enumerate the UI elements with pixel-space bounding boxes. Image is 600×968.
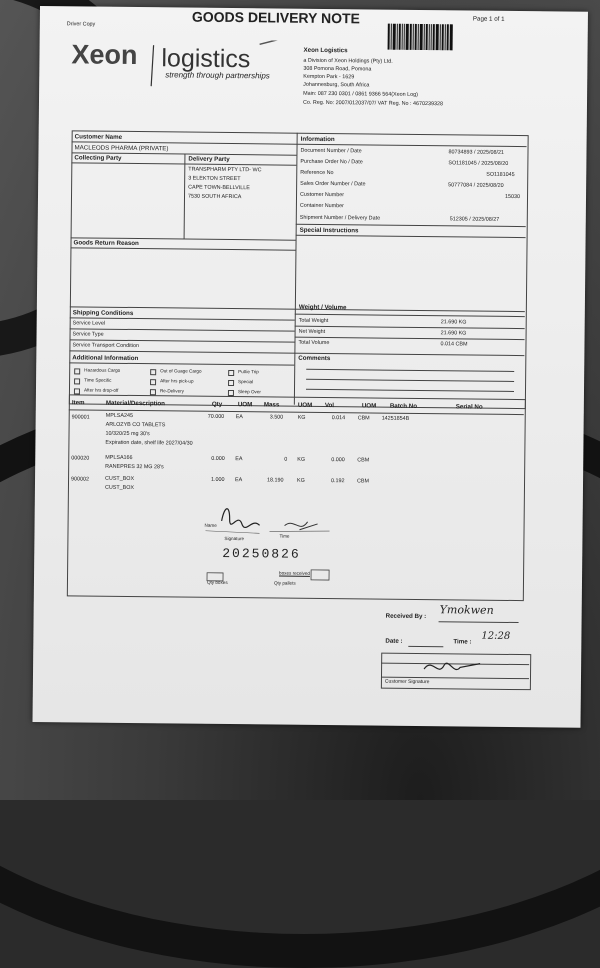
info-value: SO1181045 / 2025/08/20 <box>448 160 509 167</box>
item-batch: 14251854B <box>381 415 410 422</box>
time-value: 12:28 <box>481 630 511 642</box>
info-label: Sales Order Number / Date <box>300 180 366 188</box>
weight-volume-header: Weight / Volume <box>298 303 347 312</box>
delivery-party-line: 3 ELEKTON STREET <box>188 175 241 183</box>
stamp-qty-pallets-label: Qty pallets <box>273 580 296 586</box>
additional-info-header: Additional Information <box>72 354 139 363</box>
col-header-serial: Serial No <box>455 403 483 411</box>
item-description: ARLOZYB CO TABLETS <box>105 421 166 429</box>
info-label: Document Number / Date <box>300 147 362 155</box>
item-number: 900001 <box>71 414 90 421</box>
col-header-uom: UOM <box>237 401 253 409</box>
item-qty: 0.000 <box>211 455 225 462</box>
company-line: Kempton Park - 1629 <box>303 73 355 81</box>
company-name: Xeon Logistics <box>303 46 348 55</box>
item-description: Expiration date, shelf life 2027/04/30 <box>105 439 193 447</box>
item-description: RANEPRES 32 MG 28's <box>105 463 164 471</box>
received-by-label: Received By : <box>385 612 427 621</box>
info-label: Purchase Order No / Date <box>300 158 363 166</box>
document-title: GOODS DELIVERY NOTE <box>191 8 361 27</box>
information-header: Information <box>300 135 335 144</box>
weight-value: 0.014 CBM <box>440 341 468 348</box>
comments-header: Comments <box>298 354 331 363</box>
time-label: Time : <box>453 638 472 646</box>
item-mass: 18.190 <box>267 477 284 484</box>
additional-label: Re-Delivery <box>159 388 185 394</box>
item-description: 10/320/25 mg 30's <box>105 430 150 438</box>
item-qty: 1.000 <box>211 476 225 483</box>
weight-label: Total Volume <box>298 339 330 347</box>
puttie-trip-checkbox[interactable] <box>228 370 234 376</box>
svg-text:Xeon: Xeon <box>71 39 138 71</box>
customer-name-value: MACLEODS PHARMA (PRIVATE) <box>74 144 169 153</box>
info-value: 80734893 / 2025/08/21 <box>448 149 504 156</box>
info-value: 15030 <box>504 193 521 201</box>
item-vol-uom: CBM <box>357 478 370 485</box>
weight-value: 21.690 KG <box>440 319 467 326</box>
additional-label: Out of Guage Cargo <box>160 368 202 374</box>
item-vol: 0.000 <box>331 457 345 464</box>
stamp-date: 20250826 <box>222 545 301 562</box>
item-uom: EA <box>235 477 243 484</box>
page-number: Page 1 of 1 <box>472 15 505 23</box>
additional-label: After hrs pick-up <box>160 378 194 384</box>
after-hrs-pickup-checkbox[interactable] <box>150 379 156 385</box>
item-uom: EA <box>235 414 243 421</box>
copy-label: Driver Copy <box>66 21 96 28</box>
collecting-party-header: Collecting Party <box>74 154 122 162</box>
company-logo <box>69 38 300 90</box>
barcode <box>388 24 472 51</box>
shipping-row: Service Type <box>72 331 104 338</box>
logo-graphic <box>69 38 300 90</box>
shipping-conditions-header: Shipping Conditions <box>72 309 134 317</box>
delivery-party-line: 7530 SOUTH AFRICA <box>187 193 242 201</box>
weight-value: 21.690 KG <box>440 330 467 337</box>
company-line: Johannesburg, South Africa <box>303 81 370 89</box>
customer-signature-label: Customer Signature <box>384 678 430 686</box>
item-number: 000020 <box>71 455 90 462</box>
shipping-row: Service Transport Condition <box>72 342 140 350</box>
received-by-value: Ymokwen <box>439 603 494 617</box>
signature-scribble <box>418 655 498 682</box>
additional-label: Sleep Over <box>237 389 261 395</box>
delivery-party-line: CAPE TOWN-BELLVILLE <box>188 184 250 192</box>
special-checkbox[interactable] <box>228 380 234 386</box>
additional-label: Time Specific <box>84 377 112 383</box>
info-value: 512305 / 2025/08/27 <box>449 216 500 223</box>
stamp-signature-label: Signature <box>224 535 245 542</box>
delivery-note-sheet <box>33 6 588 728</box>
hazardous-cargo-checkbox[interactable] <box>74 368 80 374</box>
item-mass: 3.500 <box>269 414 284 421</box>
customer-signature-graphic <box>418 655 498 682</box>
company-line: 308 Pomona Road, Pomona <box>303 65 372 73</box>
info-label: Shipment Number / Delivery Date <box>299 214 381 222</box>
company-line: Main: 087 230 0301 / 0861 9366 564(Xeon Log) <box>303 90 418 98</box>
info-value: 50777084 / 2025/08/20 <box>448 182 504 189</box>
item-material: CUST_BOX <box>105 475 135 483</box>
item-vol: 0.192 <box>331 478 345 485</box>
info-label: Customer Number <box>300 191 345 199</box>
item-vol-uom: CBM <box>357 457 370 464</box>
out-of-gauge-checkbox[interactable] <box>150 369 156 375</box>
additional-label: After hrs drop-off <box>83 387 119 393</box>
delivery-party-header: Delivery Party <box>188 155 230 163</box>
item-vol-uom: CBM <box>357 415 370 422</box>
additional-label: Puttie Trip <box>238 369 259 375</box>
item-number: 900002 <box>71 476 90 483</box>
col-header-mass: Mass <box>263 401 280 409</box>
col-header-uom: UOM <box>297 401 313 409</box>
item-mass-uom: KG <box>297 414 306 421</box>
stamp-time-label: Time <box>279 533 290 539</box>
time-specific-checkbox[interactable] <box>74 378 80 384</box>
item-description: CUST_BOX <box>104 484 135 492</box>
item-material: MPLSA166 <box>105 454 133 461</box>
col-header-material: Material/Description <box>105 399 166 408</box>
col-header-vol: Vol <box>324 402 335 410</box>
weight-label: Total Weight <box>298 317 329 325</box>
special-instructions-header: Special Instructions <box>299 226 359 235</box>
additional-label: Hazardous Cargo <box>84 367 121 373</box>
col-header-uom: UOM <box>361 402 377 410</box>
col-header-item: Item <box>71 399 85 407</box>
item-vol: 0.014 <box>331 415 346 422</box>
col-header-qty: Qty <box>211 400 223 408</box>
stamp-qty-boxes-label: Qty boxes <box>206 579 228 585</box>
company-line: a Division of Xeon Holdings (Pty) Ltd. <box>303 57 393 65</box>
date-label: Date : <box>385 637 403 645</box>
item-material: MPLSA245 <box>105 412 134 419</box>
goods-return-header: Goods Return Reason <box>73 239 139 248</box>
info-label: Reference No <box>300 169 334 177</box>
info-value: SO1181045 <box>486 171 515 178</box>
item-qty: 70.000 <box>207 413 225 420</box>
customer-name-header: Customer Name <box>74 133 123 141</box>
item-mass-uom: KG <box>297 456 306 463</box>
company-line: Co. Reg. No: 2007/012037/07/ VAT Reg. No : 4670239328 <box>302 99 443 108</box>
weight-label: Net Weight <box>298 328 326 336</box>
additional-label: Special <box>238 379 254 385</box>
form-frame <box>69 130 529 409</box>
info-label: Container Number <box>299 202 344 210</box>
item-mass-uom: KG <box>297 477 305 484</box>
svg-text:logistics: logistics <box>161 44 251 74</box>
delivery-party-line: TRANSPHARM PTY LTD- WC <box>188 166 262 174</box>
item-mass: 0 <box>284 456 288 463</box>
logo-tagline: strength through partnerships <box>165 70 270 81</box>
stamp-name-label: Name <box>204 522 217 528</box>
stamp-received-label: boxes received <box>279 570 311 576</box>
item-uom: EA <box>235 456 243 463</box>
col-header-batch: Batch No <box>389 402 418 410</box>
shipping-row: Service Level <box>72 320 106 327</box>
